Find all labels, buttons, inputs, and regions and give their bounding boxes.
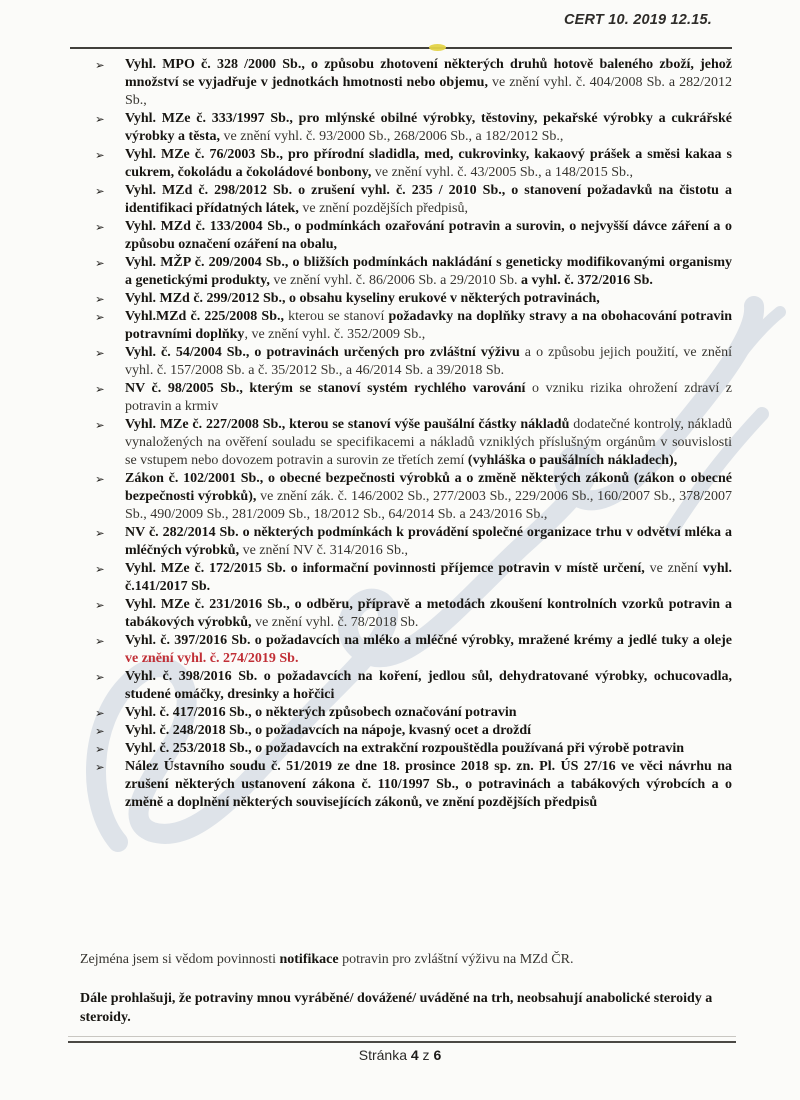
text-run: ve znění vyhl. č. 43/2005 Sb., a 148/2015 Sb., (374, 165, 634, 180)
text-run: potravin pro zvláštní výživu na MZd ČR. (338, 952, 574, 967)
list-item (95, 56, 732, 110)
text-run: 6 (433, 1047, 442, 1063)
list-item (95, 740, 732, 758)
list-item-text (125, 146, 732, 182)
list-item (95, 632, 732, 668)
list-item-text (125, 56, 732, 110)
list-item (95, 416, 732, 470)
arrow-bullet-icon: ➢ (95, 634, 105, 648)
text-run: Vyhl. MPO č. 328 /2000 Sb., o způsobu zhotovení některých druhů hotově baleného zboží, jehož množství se vyjadřuje v jednotkách hmotnosti nebo objemu, (125, 57, 732, 90)
list-item (95, 560, 732, 596)
arrow-bullet-icon: ➢ (95, 220, 105, 234)
list-item-text (125, 218, 732, 254)
yellow-highlight-mark (429, 44, 446, 51)
list-item (95, 110, 732, 146)
text-run: 4 (410, 1047, 419, 1063)
list-item-text (125, 722, 732, 740)
red-amendment-text: ve znění vyhl. č. 274/2019 Sb. (125, 651, 299, 666)
list-item-text (125, 560, 732, 596)
page-number-label (0, 1047, 800, 1063)
list-item-text (125, 110, 732, 146)
arrow-bullet-icon: ➢ (95, 598, 105, 612)
arrow-bullet-icon: ➢ (95, 58, 105, 72)
list-item-text (125, 416, 732, 470)
list-item-text (125, 632, 732, 668)
list-item-text (125, 290, 732, 308)
list-item-text (125, 380, 732, 416)
footer-rule-faint (68, 1036, 736, 1037)
list-item-text (125, 182, 732, 218)
text-run: NV č. 98/2005 Sb., kterým se stanoví systém rychlého varování (125, 381, 532, 396)
arrow-bullet-icon: ➢ (95, 724, 105, 738)
text-run: Vyhl. MZe č. 227/2008 Sb., kterou se stanoví výše paušální částky nákladů (125, 417, 574, 432)
text-run: ve znění vyhl. č. 86/2006 Sb. a 29/2010 Sb. (273, 273, 522, 288)
text-run: dodatečné kontroly, nákladů vynaložených na ověření souladu se specifikacemi a nákladů vzniklých příslušným orgánům v souvislosti se vstupem nebo dovozem potravin a surovin ze třetích zemí (125, 417, 732, 468)
text-run: Vyhl. MZd č. 299/2012 Sb., o obsahu kyseliny erukové v některých potravinách, (125, 291, 600, 306)
text-run: Dále prohlašuji, že potraviny mnou vyráběné/ dovážené/ uváděné na trh, neobsahují anabolické steroidy a steroidy. (80, 991, 713, 1025)
text-run: ve znění vyhl. č. 93/2000 Sb., 268/2006 Sb., a 182/2012 Sb., (223, 129, 564, 144)
list-item (95, 380, 732, 416)
list-item-text (125, 524, 732, 560)
text-run: Vyhl. MZe č. 76/2003 Sb., pro přírodní sladidla, med, cukrovinky, kakaový prášek a směsi kakaa s cukrem, čokoládu a čokoládové bonbony, (125, 147, 732, 180)
list-item-text (125, 740, 732, 758)
arrow-bullet-icon: ➢ (95, 112, 105, 126)
text-run: a vyhl. č. 372/2016 Sb. (521, 273, 653, 288)
list-item (95, 290, 732, 308)
text-run: Zákon č. 102/2001 Sb., o obecné bezpečnosti výrobků a o změně některých zákonů (zákon o obecné bezpečnosti výrobků), (125, 471, 732, 504)
text-run: ve znění NV č. 314/2016 Sb., (242, 543, 408, 558)
list-item (95, 218, 732, 254)
text-run: Vyhl. MŽP č. 209/2004 Sb., o bližších podmínkách nakládání s geneticky modifikovanými organismy a genetickými produkty, (125, 255, 732, 288)
arrow-bullet-icon: ➢ (95, 292, 105, 306)
list-item (95, 344, 732, 380)
text-run: Vyhl.MZd č. 225/2008 Sb., (125, 309, 289, 324)
list-item-text (125, 344, 732, 380)
footer-rule (68, 1041, 736, 1043)
text-run: kterou se stanoví (288, 309, 389, 324)
arrow-bullet-icon: ➢ (95, 562, 105, 576)
list-item-text (125, 704, 732, 722)
text-run: Vyhl. č. 253/2018 Sb., o požadavcích na extrakční rozpouštědla používaná při výrobě potravin (125, 741, 685, 756)
text-run: , ve znění vyhl. č. 352/2009 Sb., (244, 327, 426, 342)
list-item (95, 758, 732, 812)
text-run: o vzniku rizika ohrožení zdraví z potravin a krmiv (125, 381, 732, 414)
arrow-bullet-icon: ➢ (95, 346, 105, 360)
text-run: a o způsobu jejich použití, ve znění vyhl. č. 157/2008 Sb. a č. 35/2012 Sb., a 46/2014 Sb. a 39/2018 Sb. (125, 345, 732, 378)
arrow-bullet-icon: ➢ (95, 256, 105, 270)
text-run: vyhl. č.141/2017 Sb. (125, 561, 733, 594)
list-item (95, 182, 732, 218)
declaration-paragraph (80, 990, 732, 1027)
text-run: NV č. 282/2014 Sb. o některých podmínkách k provádění společné organizace trhu v odvětví mléka a mléčných výrobků, (125, 525, 732, 558)
arrow-bullet-icon: ➢ (95, 418, 105, 432)
text-run: požadavky na doplňky stravy a na obohacování potravin potravními doplňky (125, 309, 732, 342)
arrow-bullet-icon: ➢ (95, 382, 105, 396)
list-item-text (125, 308, 732, 344)
text-run: Vyhl. MZe č. 333/1997 Sb., pro mlýnské obilné výrobky, těstoviny, pekařské výrobky a cukrářské výrobky a těsta, (125, 111, 732, 144)
arrow-bullet-icon: ➢ (95, 526, 105, 540)
text-run: ve znění vyhl. č. 404/2008 Sb. a 282/2012 Sb., (125, 75, 732, 108)
list-item (95, 146, 732, 182)
text-run: ve znění zák. č. 146/2002 Sb., 277/2003 Sb., 229/2006 Sb., 160/2007 Sb., 378/2007 Sb., 490/2009 Sb., 281/2009 Sb., 18/2012 Sb., 64/2014 Sb. a 243/2016 Sb., (125, 489, 732, 522)
text-run: Vyhl. č. 397/2016 Sb. o požadavcích na mléko a mléčné výrobky, mražené krémy a jedlé tuky a oleje (125, 633, 732, 648)
list-item-text (125, 596, 732, 632)
text-run: Vyhl. č. 398/2016 Sb. o požadavcích na koření, jedlou sůl, dehydratované výrobky, ochucovadla, studené omáčky, dresinky a hořčici (125, 669, 732, 702)
list-item-text (125, 668, 732, 704)
text-run: ve znění (649, 561, 703, 576)
text-run: Vyhl. č. 417/2016 Sb., o některých způsobech označování potravin (125, 705, 517, 720)
arrow-bullet-icon: ➢ (95, 148, 105, 162)
text-run: ve znění vyhl. č. 78/2018 Sb. (255, 615, 419, 630)
text-run: Vyhl. MZd č. 133/2004 Sb., o podmínkách ozařování potravin a surovin, o nejvyšší dávce záření a o způsobu označení ozáření na obalu, (125, 219, 732, 252)
regulation-list (95, 56, 732, 812)
list-item-text (125, 254, 732, 290)
list-item (95, 704, 732, 722)
text-run: Vyhl. MZe č. 231/2016 Sb., o odběru, přípravě a metodách zkoušení kontrolních vzorků potravin a tabákových výrobků, (125, 597, 732, 630)
text-run: z (418, 1047, 434, 1063)
text-run: Nález Ústavního soudu č. 51/2019 ze dne 18. prosince 2018 sp. zn. Pl. ÚS 27/16 ve věci návrhu na zrušení některých ustanovení zákona č. 110/1997 Sb., o potravinách a tabákových výrobcích a o změně a doplnění některých souvisejících zákonů, ve znění pozdějších předpisů (125, 759, 732, 810)
text-run: notifikace (279, 952, 339, 967)
arrow-bullet-icon: ➢ (95, 310, 105, 324)
list-item-text (125, 758, 732, 812)
text-run: Stránka (358, 1047, 411, 1063)
header-rule (70, 47, 732, 49)
list-item-text (125, 470, 732, 524)
arrow-bullet-icon: ➢ (95, 184, 105, 198)
text-run: Vyhl. č. 54/2004 Sb., o potravinách určených pro zvláštní výživu (125, 345, 525, 360)
arrow-bullet-icon: ➢ (95, 742, 105, 756)
text-run: (vyhláška o paušálních nákladech), (467, 453, 678, 468)
list-item (95, 722, 732, 740)
text-run: Vyhl. MZe č. 172/2015 Sb. o informační povinnosti příjemce potravin v místě určení, (125, 561, 650, 576)
list-item (95, 524, 732, 560)
list-item (95, 596, 732, 632)
text-run: ve znění pozdějších předpisů, (302, 201, 468, 216)
list-item (95, 470, 732, 524)
text-run: Vyhl. MZd č. 298/2012 Sb. o zrušení vyhl. č. 235 / 2010 Sb., o stanovení požadavků na čistotu a identifikaci přídatných látek, (125, 183, 732, 216)
arrow-bullet-icon: ➢ (95, 706, 105, 720)
list-item (95, 308, 732, 344)
list-item (95, 254, 732, 290)
text-run: Zejména jsem si vědom povinnosti (80, 952, 280, 967)
arrow-bullet-icon: ➢ (95, 472, 105, 486)
text-run: Vyhl. č. 248/2018 Sb., o požadavcích na nápoje, kvasný ocet a droždí (125, 723, 532, 738)
arrow-bullet-icon: ➢ (95, 670, 105, 684)
header-cert-stamp: CERT 10. 2019 12.15. (563, 12, 712, 28)
arrow-bullet-icon: ➢ (95, 760, 105, 774)
notification-paragraph (80, 951, 732, 970)
list-item (95, 668, 732, 704)
